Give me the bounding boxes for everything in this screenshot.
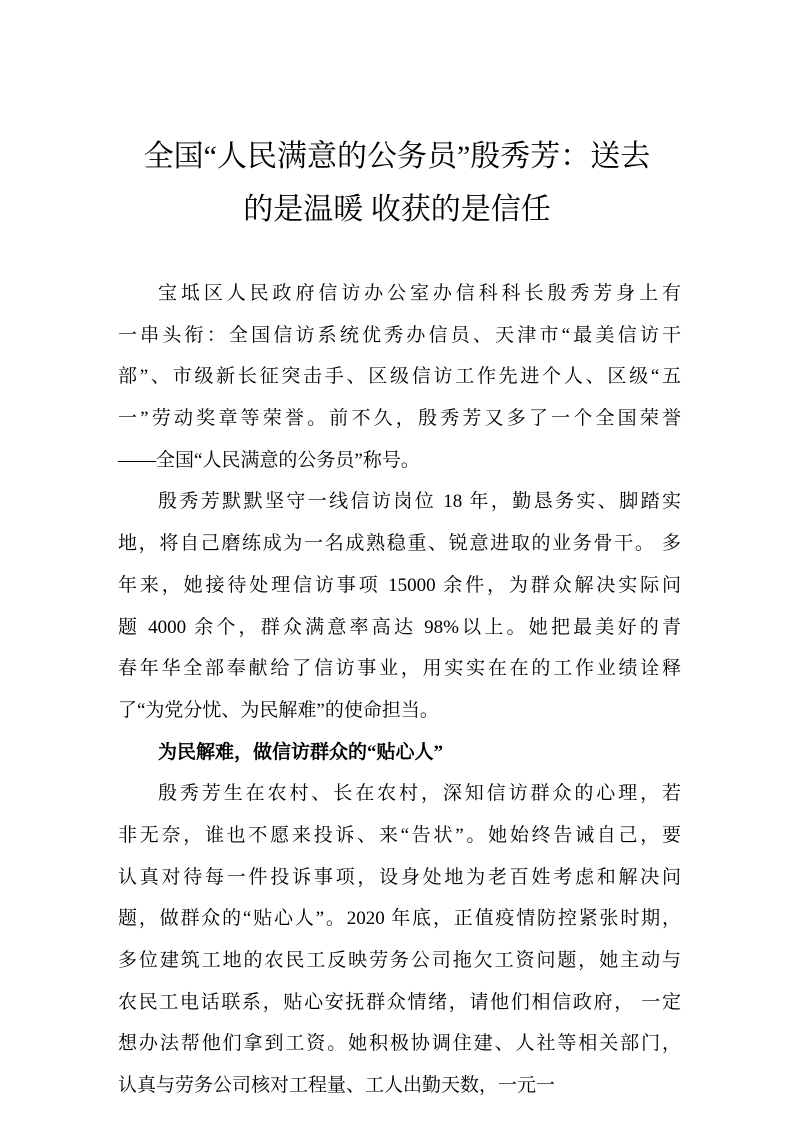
text-line: 农民工电话联系，贴心安抚群众情绪，请他们相信政府， 一定 — [118, 991, 681, 1013]
text-line: 殷秀芳默默坚守一线信访岗位 18 年，勤恳务实、脚踏实 — [158, 491, 681, 513]
text-line: 一串头衔：全国信访系统优秀办信员、天津市“最美信访干 — [118, 324, 681, 346]
text-line: 年来，她接待处理信访事项 15000 余件，为群众解决实际问 — [118, 574, 681, 596]
text-line: 题 4000 余个，群众满意率高达 98%以上。她把最美好的青 — [118, 616, 681, 638]
title-line: 的是温暖 收获的是信任 — [243, 193, 551, 226]
paragraph — [118, 481, 681, 731]
text-line: 殷秀芳生在农村、长在农村，深知信访群众的心理，若 — [158, 783, 681, 805]
document-title — [100, 130, 694, 236]
text-line: 题，做群众的“贴心人”。2020 年底，正值疫情防控紧张时期， — [118, 908, 681, 930]
text-line: 想办法帮他们拿到工资。她积极协调住建、人社等相关部门， — [118, 1033, 681, 1055]
paragraph — [118, 273, 681, 481]
text-line: 多位建筑工地的农民工反映劳务公司拖欠工资问题，她主动与 — [118, 950, 681, 971]
title-line: 全国“人民满意的公务员”殷秀芳：送去 — [143, 140, 651, 173]
text-line: 了“为党分忧、为民解难”的使命担当。 — [118, 699, 439, 721]
text-line: ——全国“人民满意的公务员”称号。 — [118, 449, 420, 471]
document-body — [118, 273, 681, 1107]
text-line: 为民解难，做信访群众的“贴心人” — [158, 741, 444, 763]
text-line: 宝坻区人民政府信访办公室办信科科长殷秀芳身上有 — [158, 283, 681, 304]
text-line: 认真与劳务公司核对工程量、工人出勤天数，一元一 — [118, 1075, 556, 1097]
text-line: 非无奈，谁也不愿来投诉、来“告状”。她始终告诫自己，要 — [118, 824, 681, 846]
text-line: 地，将自己磨练成为一名成熟稳重、锐意进取的业务骨干。 多 — [118, 533, 681, 555]
text-line: 春年华全部奉献给了信访事业，用实实在在的工作业绩诠释 — [118, 658, 681, 680]
paragraph — [118, 773, 681, 1107]
text-line: 部”、市级新长征突击手、区级信访工作先进个人、区级“五 — [118, 366, 681, 388]
section-heading — [118, 732, 681, 774]
text-line: 认真对待每一件投诉事项，设身处地为老百姓考虑和解决问 — [118, 866, 681, 888]
text-line: 一”劳动奖章等荣誉。前不久，殷秀芳又多了一个全国荣誉 — [118, 408, 681, 430]
